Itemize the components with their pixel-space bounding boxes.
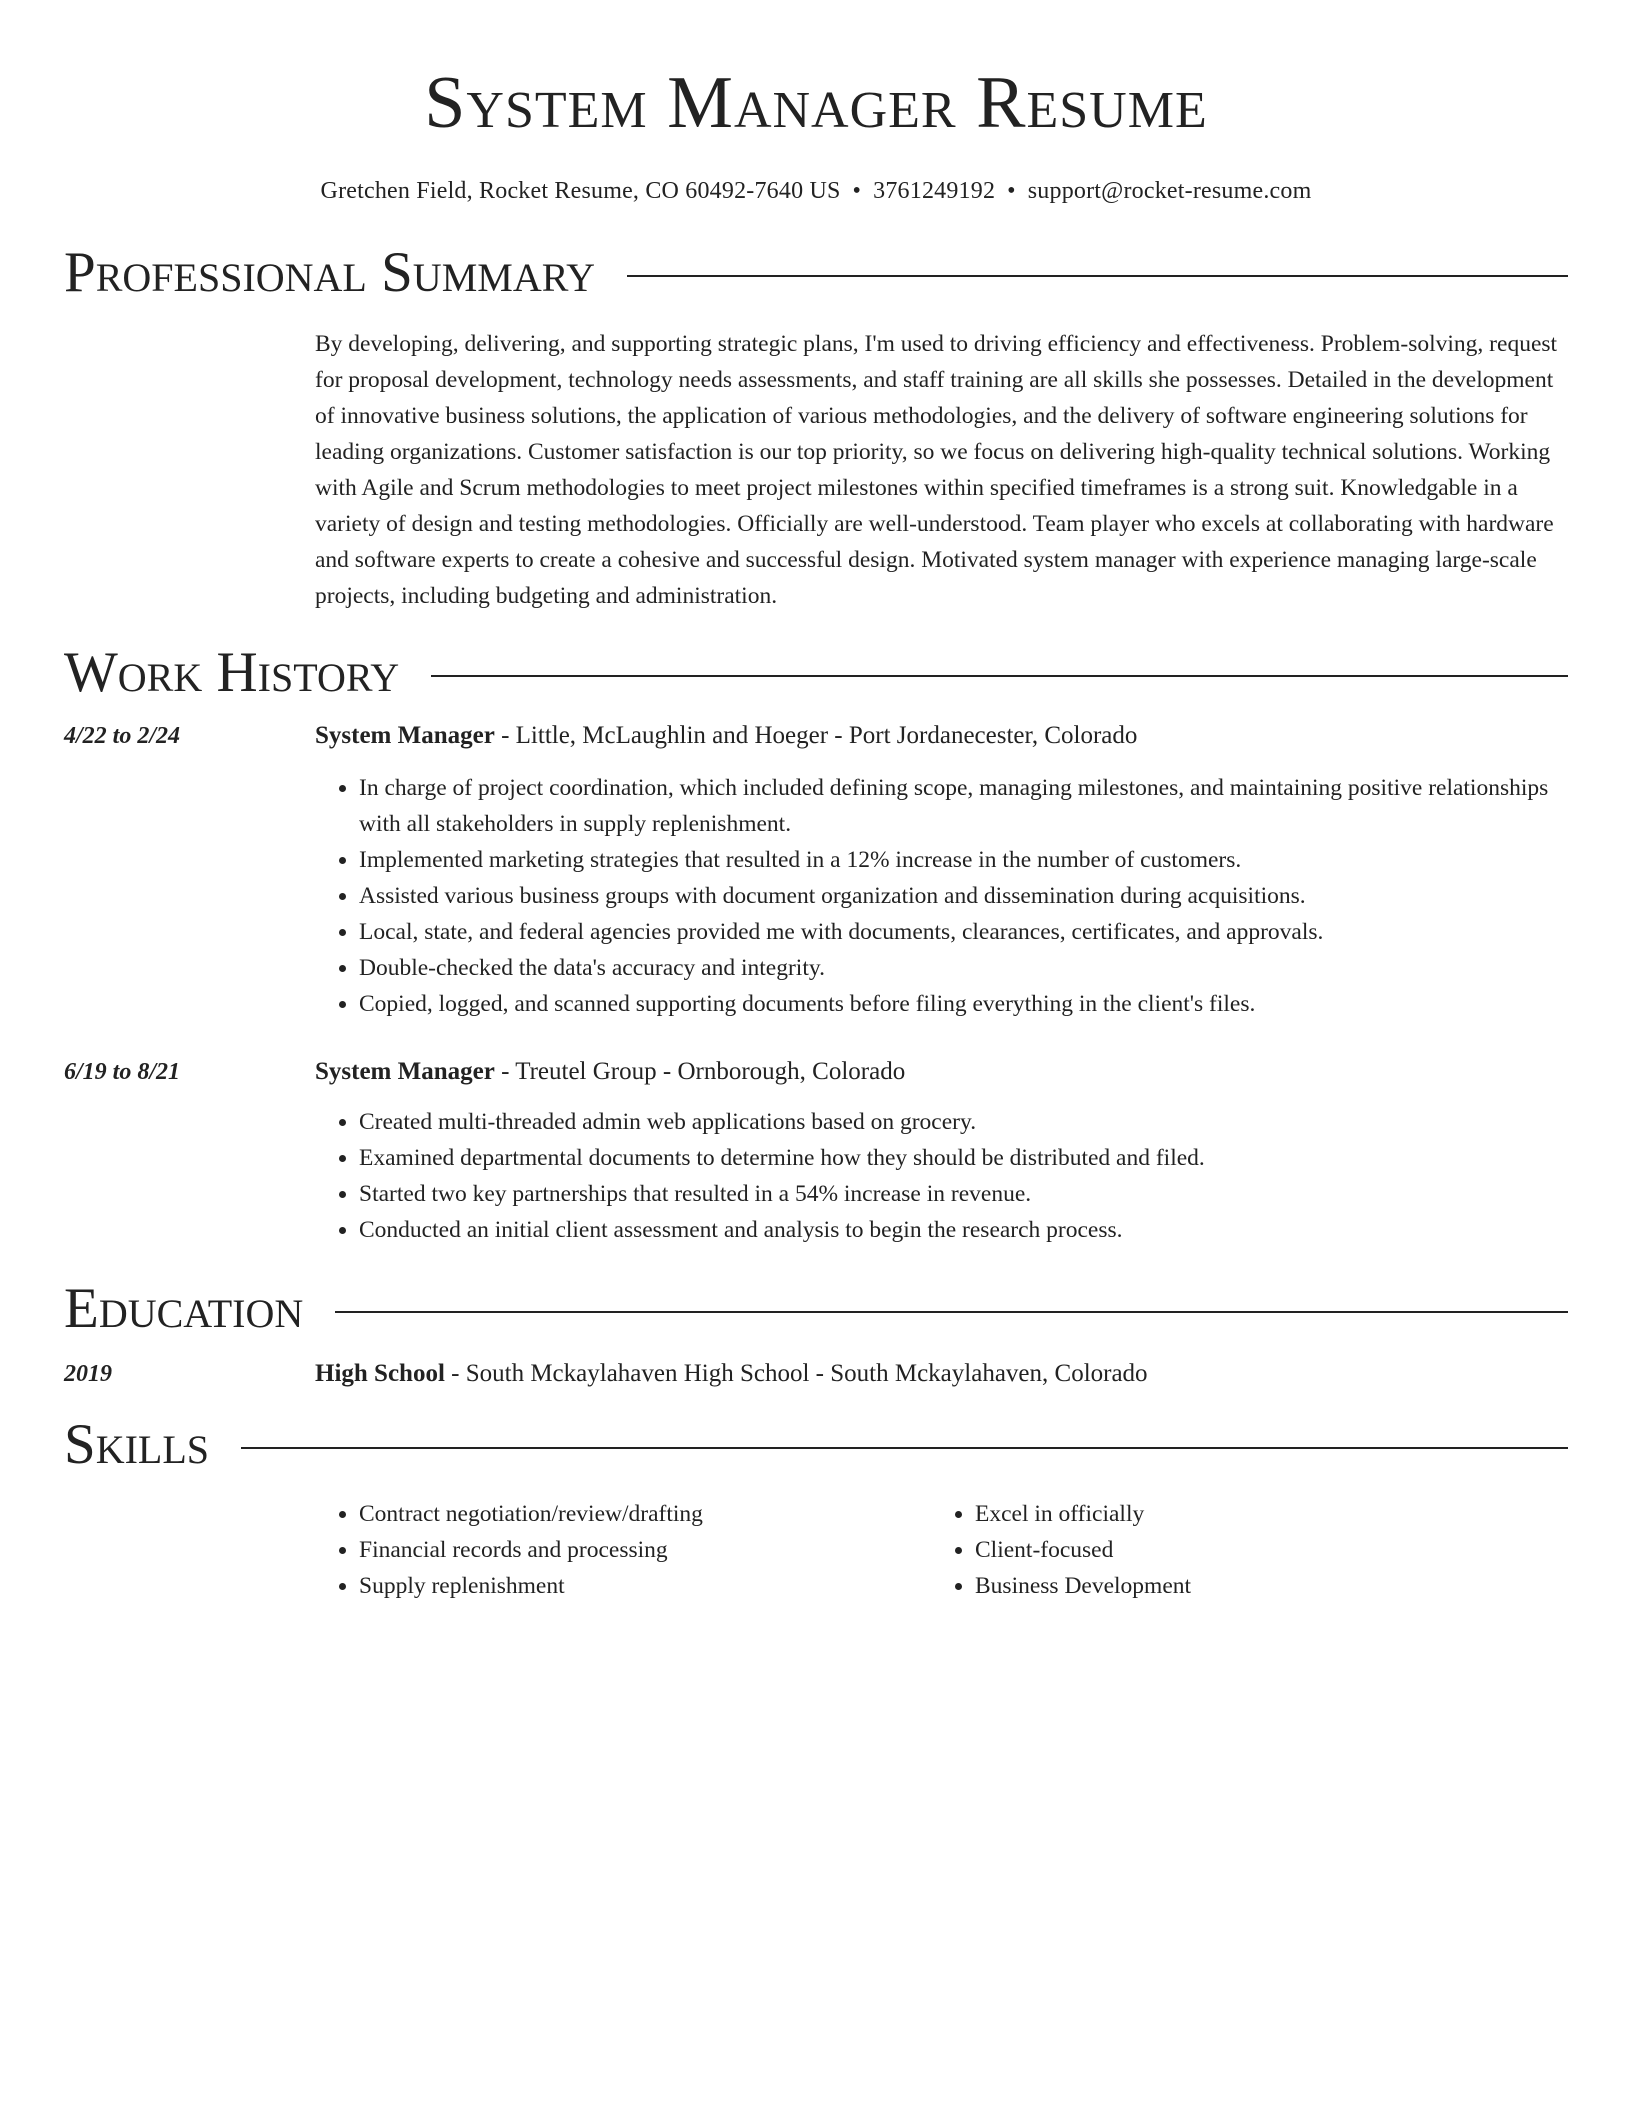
contact-phone: 3761249192 [873, 178, 996, 204]
list-item: • Assisted various business groups with document organization and dissemination during acquisitions. [359, 878, 1568, 914]
work-section-header [64, 640, 1568, 706]
contact-address: Gretchen Field, Rocket Resume, CO 60492-7640 US [320, 178, 841, 204]
section-divider [431, 675, 1568, 677]
list-item: • Examined departmental documents to determine how they should be distributed and filed. [359, 1140, 1568, 1176]
skills-grid [315, 1496, 1568, 1604]
education-heading: Education [64, 1277, 304, 1340]
list-item: • In charge of project coordination, which included defining scope, managing milestones, and maintaining positive relationships with all stakeholders in supply replenishment. [359, 770, 1568, 842]
skill-item: • Excel in officially [975, 1496, 1547, 1532]
resume-title: System Manager Resume [424, 62, 1208, 144]
skill-item: • Business Development [975, 1568, 1547, 1604]
section-divider [335, 1311, 1568, 1313]
skills-spacer [64, 1496, 315, 1604]
contact-email[interactable]: support@rocket-resume.com [1027, 178, 1312, 204]
job-employer: - Little, McLaughlin and Hoeger - Port Jordanecester, Colorado [494, 722, 1138, 749]
summary-section-header [64, 240, 1568, 306]
job-heading [315, 718, 1568, 754]
skills-section-header [64, 1412, 1568, 1478]
skill-item: • Financial records and processing [359, 1532, 931, 1568]
job-title: System Manager [315, 1058, 495, 1085]
job-bullets [315, 1104, 1568, 1248]
section-divider [627, 275, 1568, 277]
education-entry [64, 1356, 1568, 1392]
bullet-separator: • [852, 178, 862, 204]
list-item: • Conducted an initial client assessment and analysis to begin the research process. [359, 1212, 1568, 1248]
skills-column-1 [315, 1496, 931, 1604]
education-heading-line [315, 1356, 1568, 1392]
education-year: 2019 [64, 1361, 112, 1387]
skills-heading: Skills [64, 1413, 210, 1476]
work-heading: Work History [64, 641, 400, 704]
job-dates: 6/19 to 8/21 [64, 1059, 181, 1085]
section-divider [241, 1447, 1568, 1449]
job-title: System Manager [315, 722, 495, 749]
summary-spacer [64, 326, 315, 614]
list-item: • Double-checked the data's accuracy and integrity. [359, 950, 1568, 986]
contact-line [64, 176, 1568, 206]
job-heading [315, 1054, 1568, 1090]
summary-heading: Professional Summary [64, 241, 596, 304]
list-item: • Created multi-threaded admin web applications based on grocery. [359, 1104, 1568, 1140]
job-dates: 4/22 to 2/24 [64, 723, 181, 749]
skills-column-2 [931, 1496, 1547, 1604]
list-item: • Started two key partnerships that resulted in a 54% increase in revenue. [359, 1176, 1568, 1212]
list-item: • Local, state, and federal agencies provided me with documents, clearances, certificates, and approvals. [359, 914, 1568, 950]
education-degree: High School [315, 1360, 445, 1387]
skills-row [64, 1496, 1568, 1604]
bullet-separator: • [1007, 178, 1016, 204]
summary-row [64, 326, 1568, 614]
education-school: - South Mckaylahaven High School - South Mckaylahaven, Colorado [444, 1360, 1148, 1387]
skill-item: • Contract negotiation/review/drafting [359, 1496, 931, 1532]
summary-text: By developing, delivering, and supporting strategic plans, I'm used to driving efficiency and effectiveness. Problem-solving, request for proposal development, technology needs assessments, and staff training are all skills she possesses. Detailed in the development of innovative business solutions, the application of various methodologies, and the delivery of software engineering solutions for leading organizations. Customer satisfaction is our top priority, so we focus on delivering high-quality technical solutions. Working with Agile and Scrum methodologies to meet project milestones within specified timeframes is a strong suit. Knowledgable in a variety of design and testing methodologies. Officially are well-understood. Team player who excels at collaborating with hardware and software experts to create a cohesive and successful design. Motivated system manager with experience managing large-scale projects, including budgeting and administration. [315, 331, 1558, 609]
job-entry [64, 1054, 1568, 1248]
education-section-header [64, 1276, 1568, 1342]
list-item: • Implemented marketing strategies that resulted in a 12% increase in the number of customers. [359, 842, 1568, 878]
list-item: • Copied, logged, and scanned supporting documents before filing everything in the client's files. [359, 986, 1568, 1022]
job-employer: - Treutel Group - Ornborough, Colorado [494, 1058, 906, 1085]
job-entry [64, 718, 1568, 1022]
skill-item: • Supply replenishment [359, 1568, 931, 1604]
skill-item: • Client-focused [975, 1532, 1547, 1568]
job-bullets [315, 770, 1568, 1022]
